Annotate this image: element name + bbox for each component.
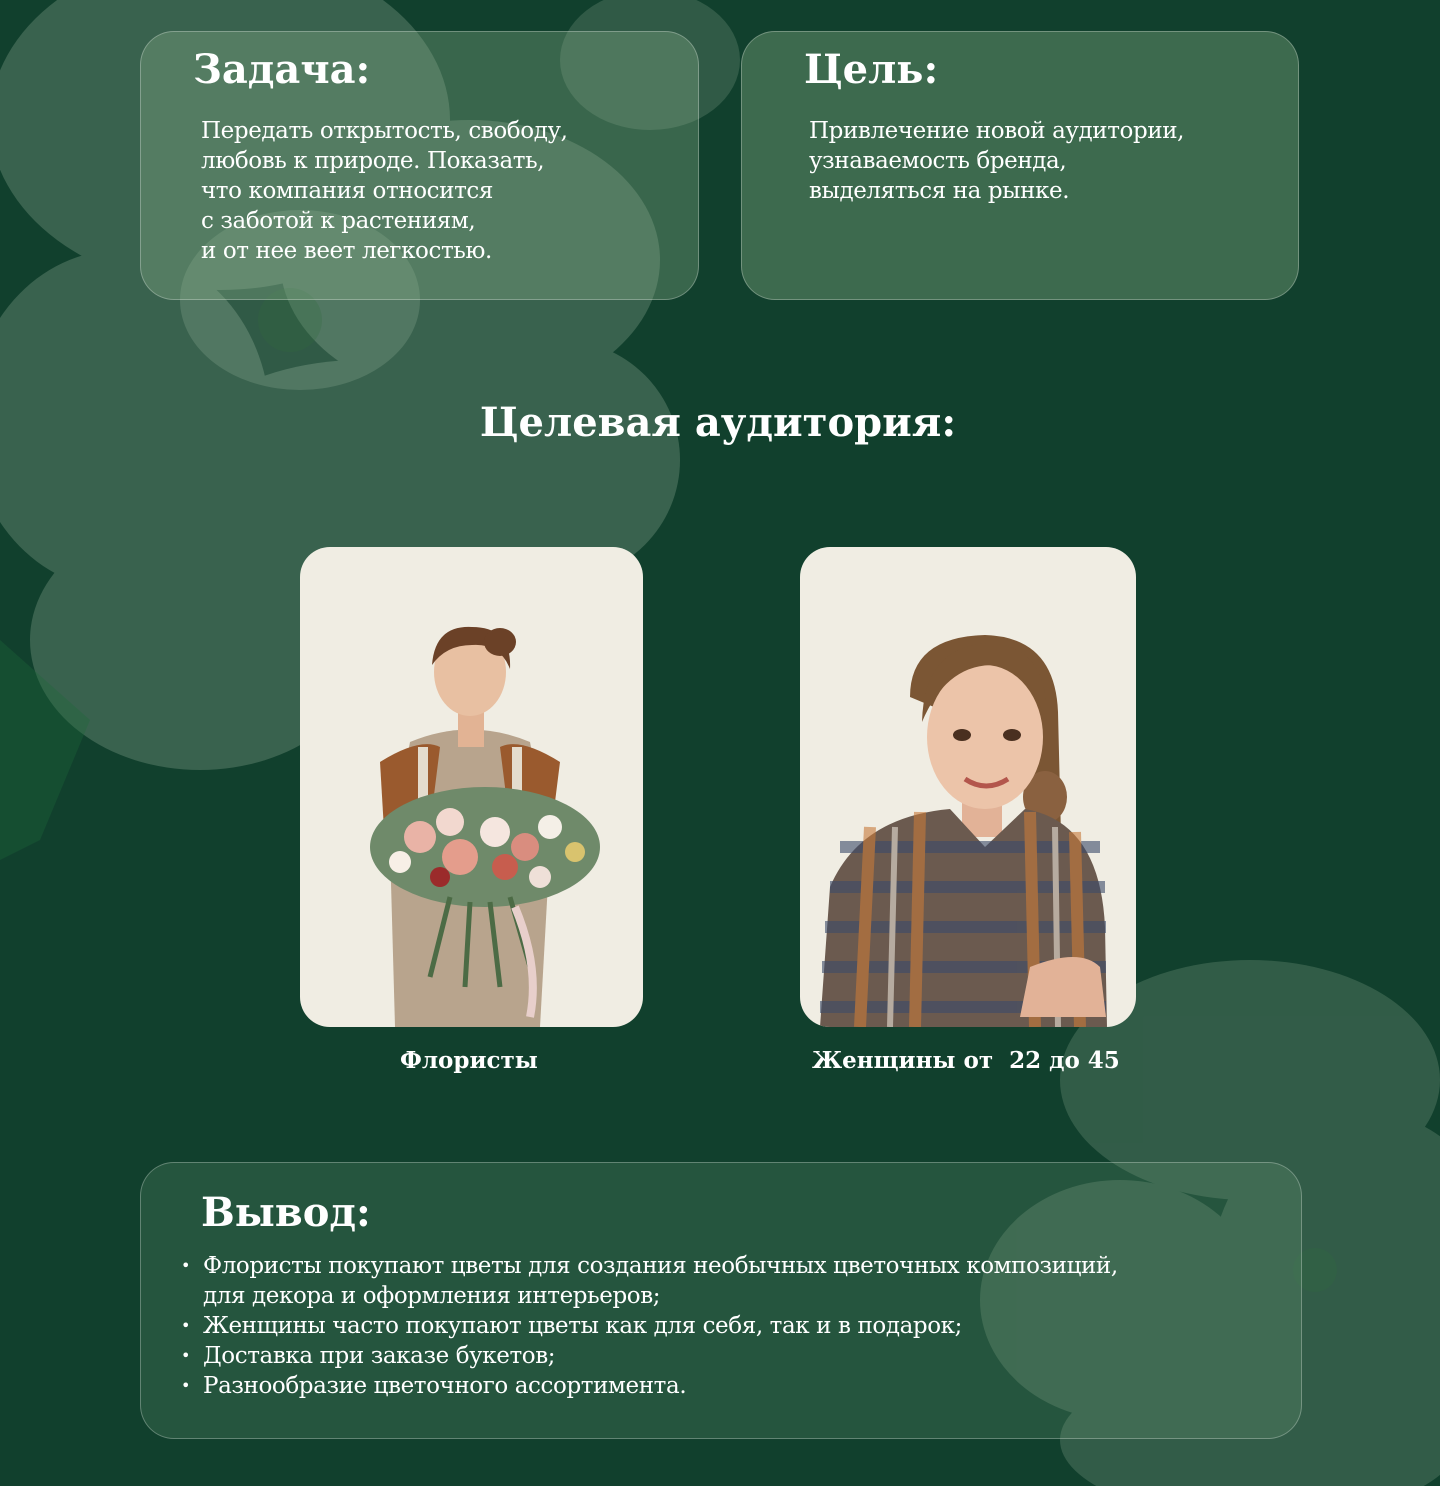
woman-photo [800,547,1136,1027]
list-item: • Женщины часто покупают цветы как для себя, так и в подарок; [181,1311,1281,1341]
task-text: Передать открытость, свободу, любовь к природе. Показать, что компания относится с заботой к растениям, и от нее веет легкостью. [201,118,568,264]
goal-title: Цель: [804,46,939,93]
florist-photo [300,547,643,1027]
task-title: Задача: [193,46,371,93]
audience-caption-florists: Флористы [400,1047,538,1074]
conclusion-title: Вывод: [201,1189,371,1236]
list-item: • Флористы покупают цветы для создания необычных цветочных композиций, для декора и оформления интерьеров; [181,1251,1281,1311]
conclusion-card [140,1162,1302,1439]
audience-title: Целевая аудитория: [479,399,957,446]
conclusion-list [181,1251,1281,1401]
audience-caption-women: Женщины от 22 до 45 [812,1047,1120,1074]
task-card [140,31,699,300]
goal-card [741,31,1299,300]
list-item: • Доставка при заказе букетов; [181,1341,1281,1371]
list-item: • Разнообразие цветочного ассортимента. [181,1371,1281,1401]
goal-text: Привлечение новой аудитории, узнаваемость бренда, выделяться на рынке. [809,118,1185,204]
